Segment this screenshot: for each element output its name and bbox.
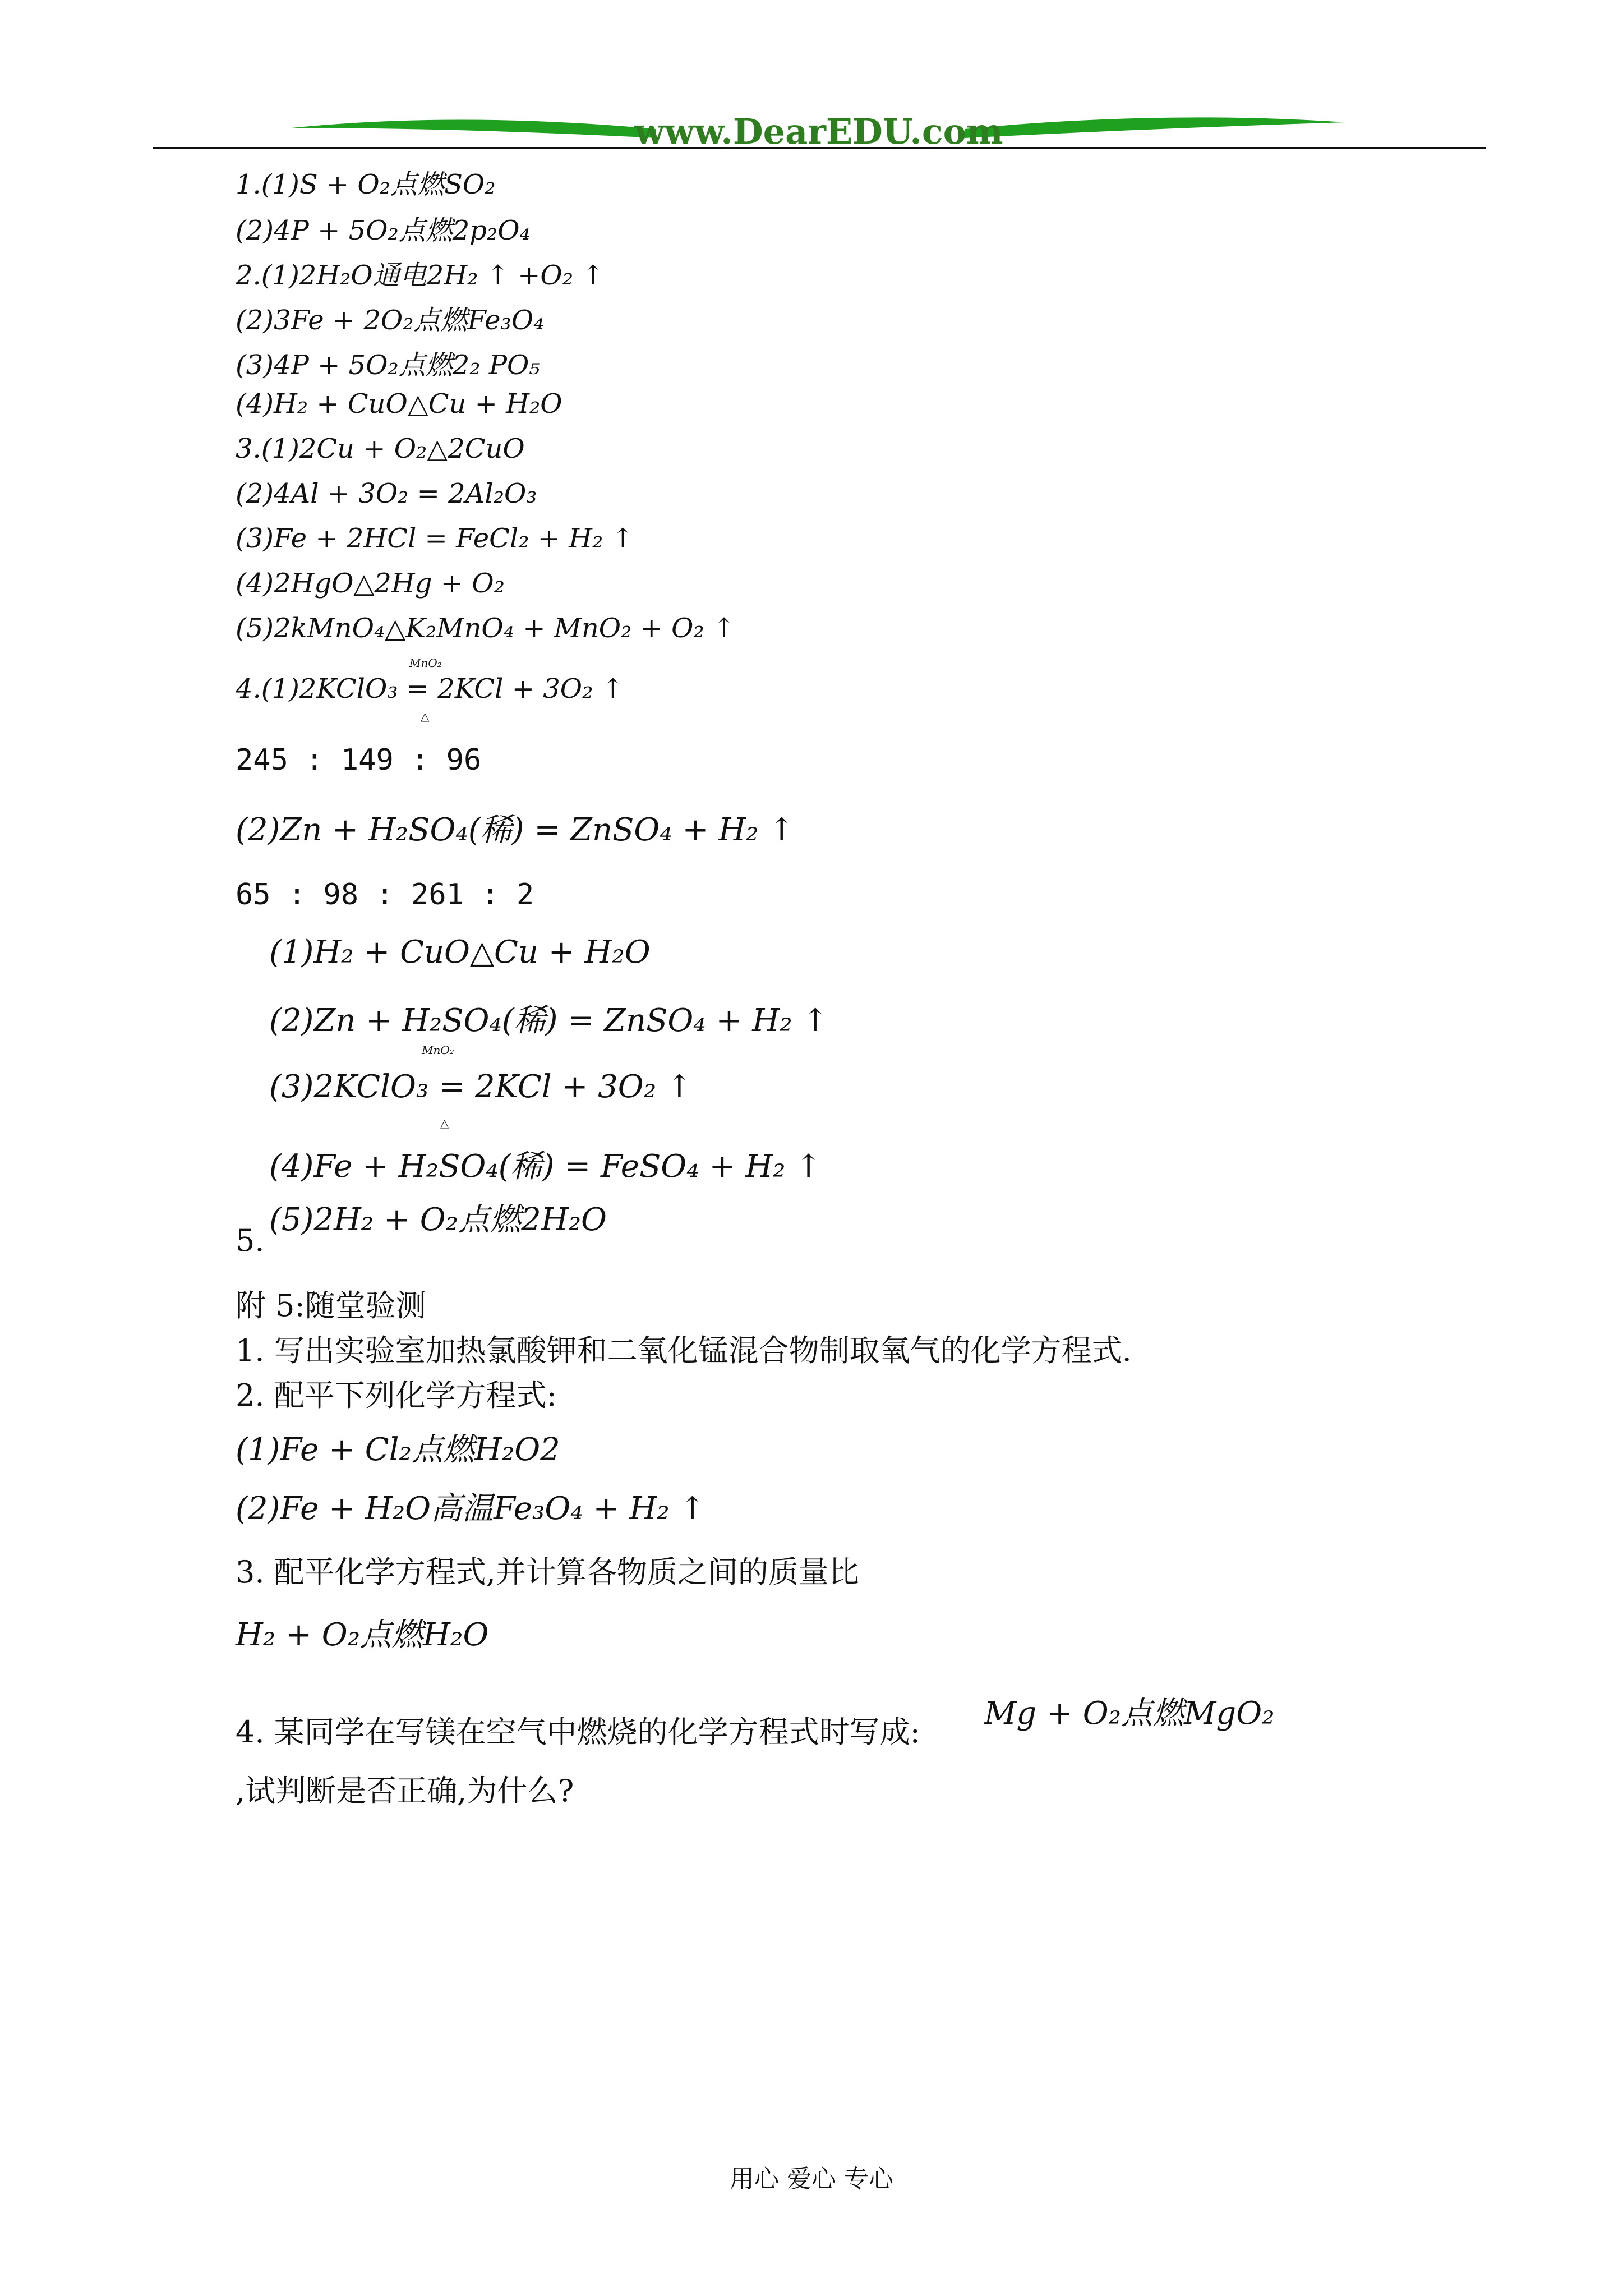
q5-item: (2)Zn + H₂SO₄(稀) = ZnSO₄ + H₂ ↑ xyxy=(269,1002,829,1039)
answer-line: 2.(1)2H₂O通电2H₂ ↑ +O₂ ↑ xyxy=(236,260,605,291)
answer-line: 3.(1)2Cu + O₂△2CuO xyxy=(236,433,525,464)
equation-zn: (2)Zn + H₂SO₄(稀) = ZnSO₄ + H₂ ↑ xyxy=(236,812,795,848)
answer-line: (2)4Al + 3O₂ = 2Al₂O₃ xyxy=(236,478,537,509)
question-4: 4. 某同学在写镁在空气中燃烧的化学方程式时写成: xyxy=(236,1714,920,1750)
q5-item: (4)Fe + H₂SO₄(稀) = FeSO₄ + H₂ ↑ xyxy=(269,1148,822,1185)
question-1: 1. 写出实验室加热氯酸钾和二氧化锰混合物制取氧气的化学方程式. xyxy=(236,1333,1132,1368)
logo-text: www.DearEDU.com xyxy=(634,111,1003,152)
question-2: 2. 配平下列化学方程式: xyxy=(236,1378,557,1413)
q5-number: 5. xyxy=(236,1223,265,1258)
catalyst-label: MnO₂ xyxy=(422,1043,454,1057)
catalyst-label: MnO₂ xyxy=(409,656,442,670)
answer-line: 1.(1)S + O₂点燃SO₂ xyxy=(236,169,496,200)
answer-line: (3)4P + 5O₂点燃2₂ PO₅ xyxy=(236,349,540,381)
question-3-equation: H₂ + O₂点燃H₂O xyxy=(236,1617,489,1653)
answer-line: (4)2HgO△2Hg + O₂ xyxy=(236,568,505,599)
q5-item: (5)2H₂ + O₂点燃2H₂O xyxy=(269,1202,607,1238)
heat-label: △ xyxy=(440,1116,449,1130)
question-4-equation: Mg + O₂点燃MgO₂ xyxy=(984,1695,1275,1732)
heat-label: △ xyxy=(421,710,430,723)
answer-line: (3)Fe + 2HCl = FeCl₂ + H₂ ↑ xyxy=(236,523,634,554)
header-divider xyxy=(153,147,1486,149)
q5-item: (3)2KClO₃ = 2KCl + 3O₂ ↑ xyxy=(269,1069,693,1105)
page-footer: 用心 爱心 专心 xyxy=(730,2165,893,2193)
answer-line: 4.(1)2KClO₃ = 2KCl + 3O₂ ↑ xyxy=(236,673,624,705)
question-4-followup: ,试判断是否正确,为什么? xyxy=(236,1773,574,1809)
question-2-equation: (1)Fe + Cl₂点燃H₂O2 xyxy=(236,1432,560,1468)
answer-line: (4)H₂ + CuO△Cu + H₂O xyxy=(236,388,562,420)
question-2-equation: (2)Fe + H₂O高温Fe₃O₄ + H₂ ↑ xyxy=(236,1490,706,1527)
q5-item: (1)H₂ + CuO△Cu + H₂O xyxy=(269,934,651,970)
answer-line: (2)4P + 5O₂点燃2p₂O₄ xyxy=(236,215,531,246)
appendix-title: 附 5:随堂验测 xyxy=(236,1288,426,1323)
mass-ratio: 65 : 98 : 261 : 2 xyxy=(236,878,534,912)
mass-ratio: 245 : 149 : 96 xyxy=(236,743,482,777)
question-3: 3. 配平化学方程式,并计算各物质之间的质量比 xyxy=(236,1554,859,1590)
answer-line: (2)3Fe + 2O₂点燃Fe₃O₄ xyxy=(236,305,545,336)
answer-line: (5)2kMnO₄△K₂MnO₄ + MnO₂ + O₂ ↑ xyxy=(236,613,736,644)
